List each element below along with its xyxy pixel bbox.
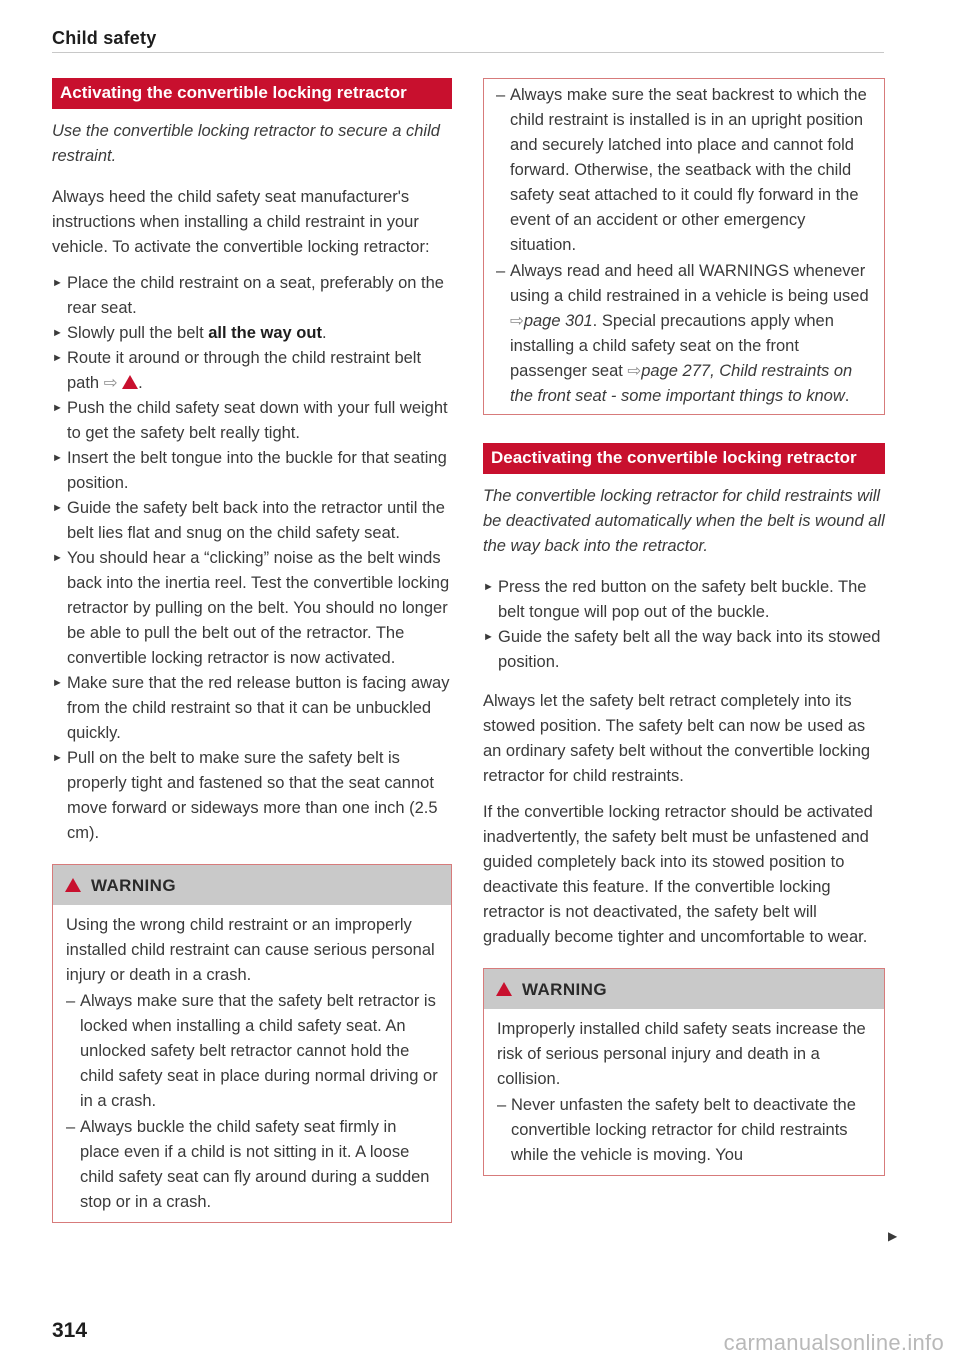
- left-column: [52, 78, 452, 1223]
- bullet-icon: ►: [52, 352, 63, 364]
- page-reference-link[interactable]: page 301: [523, 312, 593, 330]
- list-item: – Always buckle the child safety seat firmly in place even if a child is not sitting in it. A loose child safety seat can fly around during a sudden stop or in a crash.: [66, 1118, 430, 1211]
- watermark: carmanualsonline.info: [723, 1330, 944, 1355]
- bullet-icon: ►: [52, 502, 63, 514]
- warning-paragraph: Improperly installed child safety seats increase the risk of serious personal injury and death in a collision.: [497, 1020, 866, 1088]
- list-item: ► Route it around or through the child restraint belt path ⇨ .: [52, 346, 452, 396]
- list-item: ► Insert the belt tongue into the buckle for that seating position.: [52, 446, 452, 496]
- warning-box-left: [52, 864, 452, 1223]
- bullet-icon: ►: [52, 552, 63, 564]
- bullet-icon: ►: [483, 581, 494, 593]
- warning-header: [53, 865, 451, 905]
- list-item: ► Guide the safety belt back into the retractor until the belt lies flat and snug on the child safety seat.: [52, 496, 452, 546]
- header-divider: [52, 52, 884, 53]
- list-item: ► Slowly pull the belt all the way out.: [52, 321, 452, 346]
- list-item: – Always make sure that the safety belt retractor is locked when installing a child safety seat. An unlocked safety belt retractor cannot hold the child safety seat in place during normal driving or in a crash.: [66, 992, 438, 1110]
- bullet-icon: ►: [52, 277, 63, 289]
- list-item: ► You should hear a “clicking” noise as the belt winds back into the inertia reel. Test the convertible locking retractor by pulling on the belt. You should no longer be able to pull the belt out of the retractor. The convertible locking retractor is now activated.: [52, 546, 452, 671]
- list-item: ► Press the red button on the safety belt buckle. The belt tongue will pop out of the buckle.: [483, 575, 885, 625]
- deactivating-heading: Deactivating the convertible locking retractor: [483, 443, 885, 474]
- right-column: [483, 78, 885, 1176]
- list-item: ► Pull on the belt to make sure the safety belt is properly tight and fastened so that the seat cannot move forward or sideways more than one inch (2.5 cm).: [52, 746, 452, 846]
- reference-arrow-icon: ⇨: [627, 362, 642, 380]
- list-item: – Always make sure the seat backrest to which the child restraint is installed is in an upright position and securely latched into place and cannot fold forward. Otherwise, the seatback with the child safety seat attached to it could fly forward in the event of an accident or other emergency situation.: [496, 86, 867, 254]
- section-title: Child safety: [52, 28, 157, 48]
- warning-title: WARNING: [522, 979, 607, 999]
- warning-title: WARNING: [91, 875, 176, 895]
- warning-triangle-icon[interactable]: [122, 375, 138, 389]
- list-item: – Always read and heed all WARNINGS whenever using a child restrained in a vehicle is being used ⇨page 301. Special precautions apply when installing a child safety seat on the front passenger seat ⇨page 277, Child restraints on the front seat - some important things to know.: [496, 262, 869, 405]
- activating-paragraph: Always heed the child safety seat manufacturer's instructions when installing a child restraint in your vehicle. To activate the convertible locking retractor:: [52, 188, 430, 256]
- warning-triangle-icon: [65, 878, 81, 892]
- warning-continuation-box: [483, 78, 885, 415]
- page-reference-link[interactable]: page 277, Child restraints on the front seat - some important things to know: [510, 362, 853, 405]
- bullet-icon: ►: [52, 452, 63, 464]
- list-item: ► Place the child restraint on a seat, preferably on the rear seat.: [52, 271, 452, 321]
- warning-header: [484, 969, 884, 1009]
- activating-steps: [52, 271, 452, 846]
- bullet-icon: ►: [52, 327, 63, 339]
- warning-body: [484, 1009, 884, 1175]
- reference-arrow-icon: ⇨: [103, 374, 118, 392]
- deactivating-steps: [483, 575, 885, 675]
- page-number: 314: [52, 1319, 88, 1342]
- deactivating-intro: The convertible locking retractor for child restraints will be deactivated automatically when the belt is wound all the way back into the retractor.: [483, 487, 885, 555]
- deactivating-paragraph-2: If the convertible locking retractor should be activated inadvertently, the safety belt must be unfastened and guided completely back into its stowed position to deactivate this feature. If the convertible locking retractor is not deactivated, the safety belt will gradually become tighter and uncomfortable to wear.: [483, 803, 873, 946]
- warning-box-right: [483, 968, 885, 1176]
- bullet-icon: ►: [52, 402, 63, 414]
- continue-arrow-icon: ▶: [888, 1229, 898, 1243]
- activating-heading: Activating the convertible locking retractor: [52, 78, 452, 109]
- deactivating-paragraph-1: Always let the safety belt retract completely into its stowed position. The safety belt can now be used as an ordinary safety belt without the convertible locking retractor for child restraints.: [483, 692, 871, 785]
- list-item: ► Make sure that the red release button is facing away from the child restraint so that it can be unbuckled quickly.: [52, 671, 452, 746]
- warning-paragraph: Using the wrong child restraint or an improperly installed child restraint can cause serious personal injury or death in a crash.: [66, 916, 435, 984]
- list-item: – Never unfasten the safety belt to deactivate the convertible locking retractor for child restraints while the vehicle is moving. You: [497, 1096, 856, 1164]
- list-item: ► Push the child safety seat down with your full weight to get the safety belt really tight.: [52, 396, 452, 446]
- reference-arrow-icon: ⇨: [510, 312, 524, 330]
- bullet-icon: ►: [483, 631, 494, 643]
- bullet-icon: ►: [52, 752, 63, 764]
- bullet-icon: ►: [52, 677, 63, 689]
- list-item: ► Guide the safety belt all the way back into its stowed position.: [483, 625, 885, 675]
- page-header: [52, 26, 884, 51]
- warning-triangle-icon: [496, 982, 512, 996]
- activating-intro: Use the convertible locking retractor to secure a child restraint.: [52, 122, 440, 165]
- warning-body: [53, 905, 451, 1222]
- emphasis-text: all the way out: [208, 324, 322, 342]
